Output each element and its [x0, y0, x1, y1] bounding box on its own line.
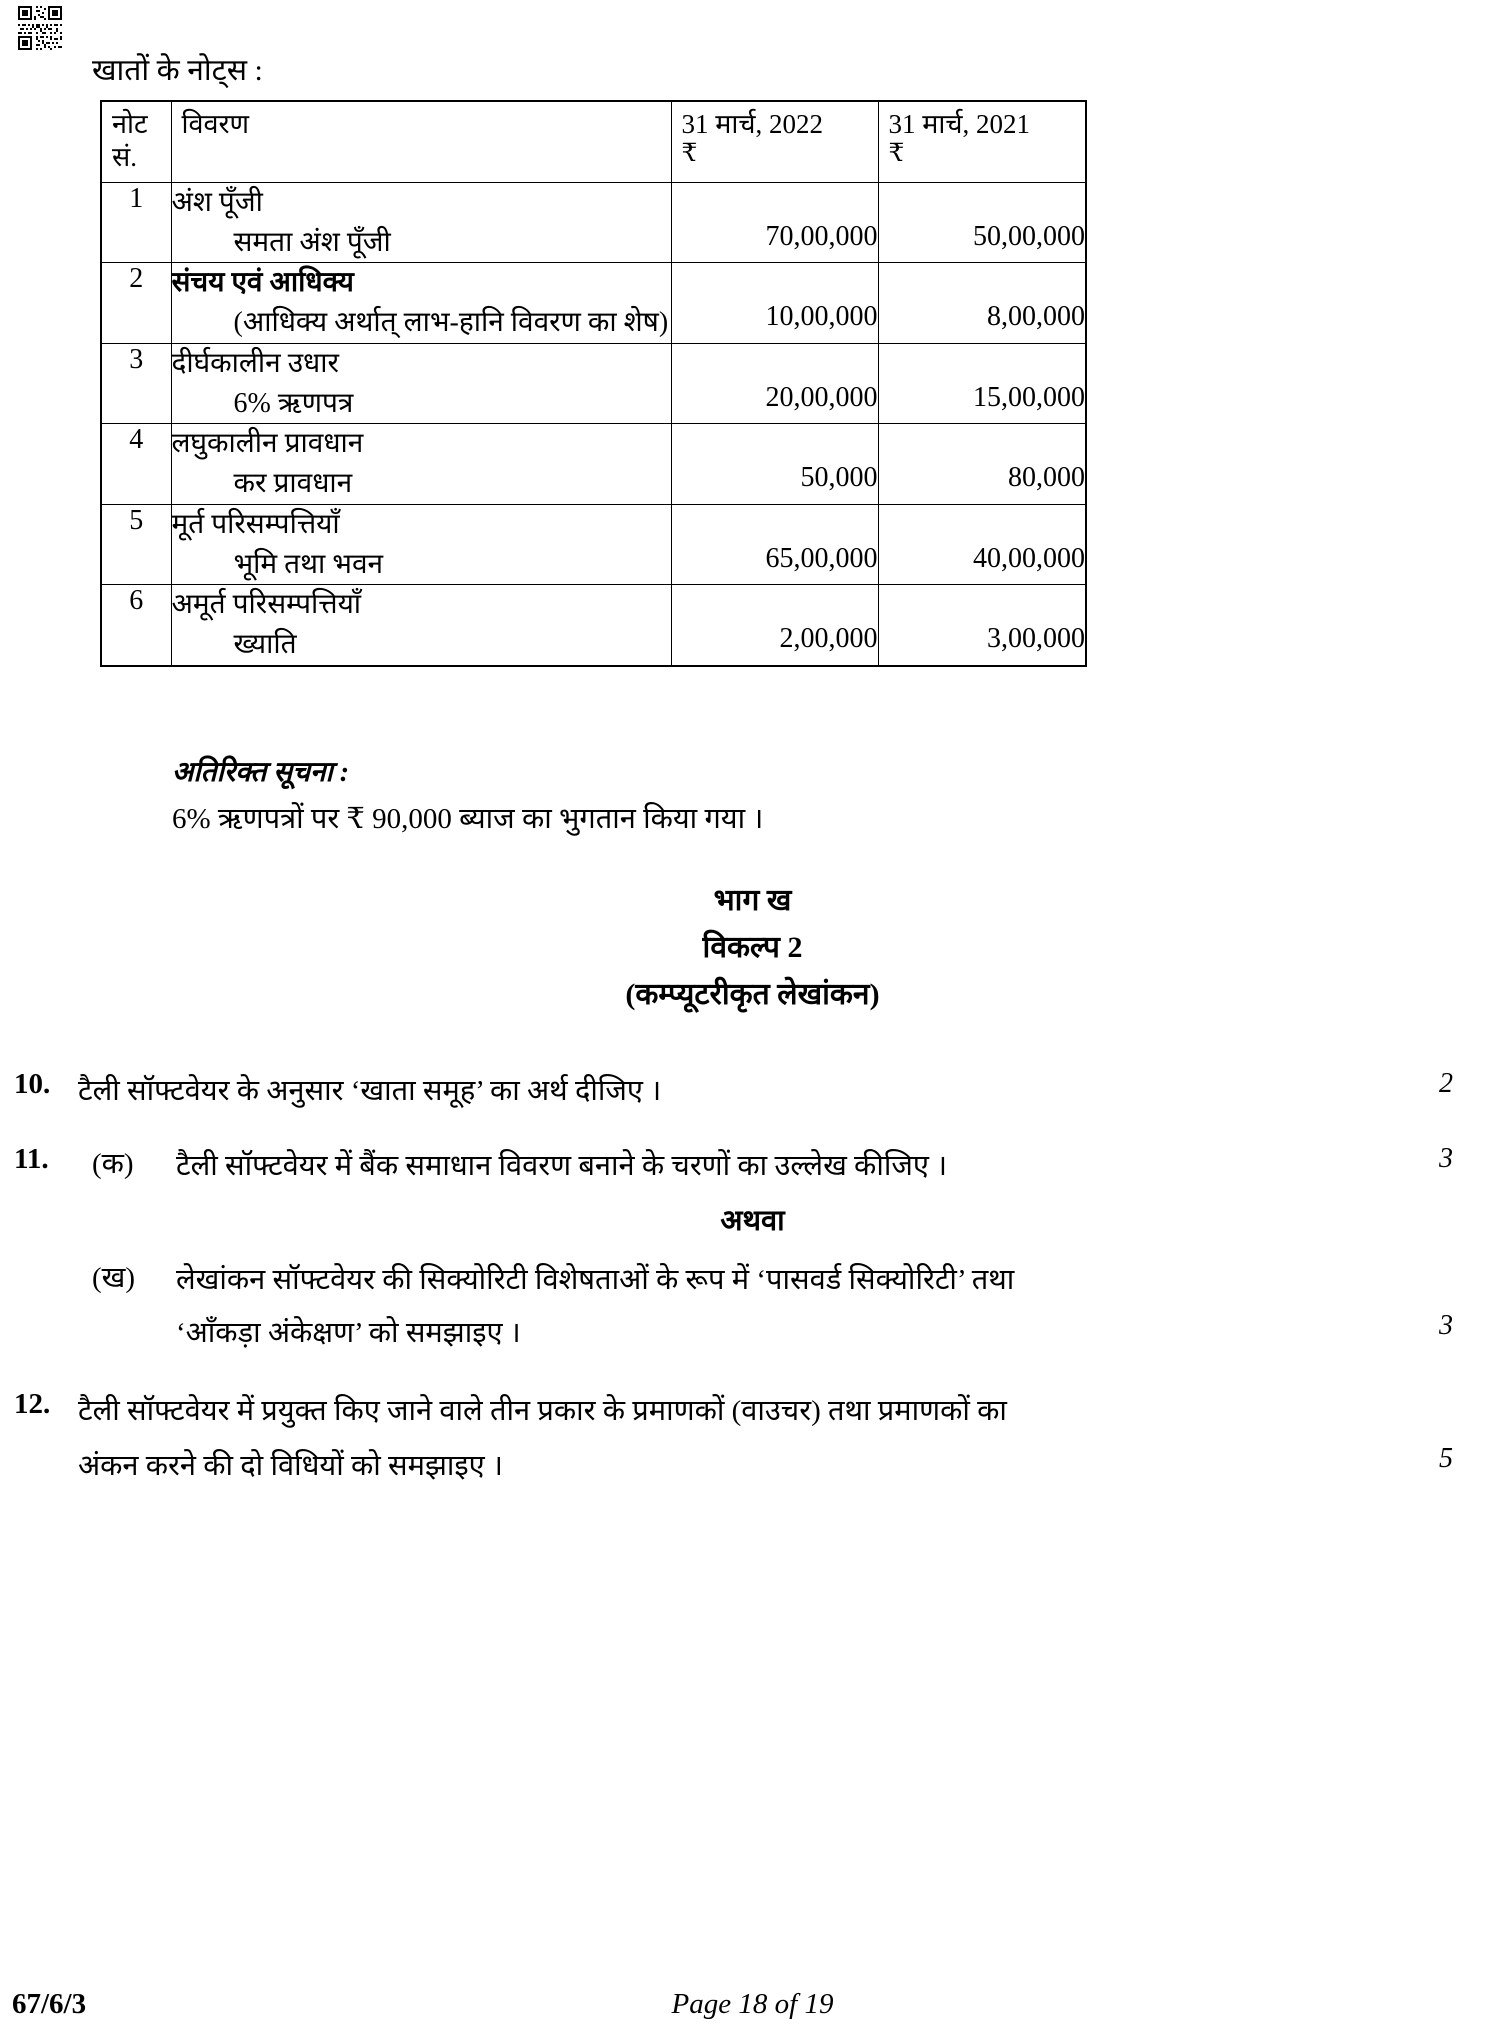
row-amount-spacer [672, 505, 878, 543]
question-11b-text-line2: ‘आँकड़ा अंकेक्षण’ को समझाइए । [176, 1317, 521, 1349]
row-note-no: 4 [101, 424, 171, 505]
header-particulars: विवरण [171, 101, 671, 182]
row-amount-2021 [878, 182, 1086, 263]
header-year-2022 [671, 101, 878, 182]
footer-page-number: Page 18 of 19 [671, 1988, 834, 2020]
header-year-2021 [878, 101, 1086, 182]
row-particulars [171, 343, 671, 424]
row-particulars [171, 263, 671, 344]
question-10-number: 10. [14, 1068, 51, 1100]
table-header-row [101, 101, 1086, 182]
additional-info-text: 6% ऋणपत्रों पर ₹ 90,000 ब्याज का भुगतान किया गया । [172, 803, 764, 835]
row-amount-2021 [878, 424, 1086, 505]
row-amount-2022 [671, 585, 878, 666]
part-b-heading: भाग ख [713, 884, 792, 917]
row-note-no: 3 [101, 343, 171, 424]
question-11-number: 11. [14, 1143, 49, 1175]
question-12-text-line1: टैली सॉफ्टवेयर में प्रयुक्त किए जाने वाले तीन प्रकार के प्रमाणकों (वाउचर) तथा प्रमाणकों का [78, 1395, 1007, 1427]
footer-paper-code: 67/6/3 [12, 1988, 87, 2020]
row-amount-spacer [672, 585, 878, 623]
question-12-text-line2: अंकन करने की दो विधियों को समझाइए । [78, 1450, 503, 1482]
row-subtitle: 6% ऋणपत्र [233, 387, 354, 419]
row-amount-2021 [878, 585, 1086, 666]
part-b-subject-heading: (कम्प्यूटरीकृत लेखांकन) [625, 978, 880, 1011]
row-amount-2022-value: 70,00,000 [765, 220, 878, 252]
row-amount-spacer [879, 505, 1086, 543]
row-amount-spacer [879, 183, 1086, 221]
question-11-or-label: अथवा [720, 1205, 785, 1237]
question-11a-text: टैली सॉफ्टवेयर में बैंक समाधान विवरण बनाने के चरणों का उल्लेख कीजिए । [176, 1150, 948, 1182]
row-amount-2021-value: 8,00,000 [987, 301, 1085, 333]
row-subtitle: भूमि तथा भवन [233, 548, 384, 580]
row-amount-2022-value: 10,00,000 [765, 301, 878, 333]
question-12-number: 12. [14, 1388, 51, 1420]
header-year-2021-currency: ₹ [888, 139, 905, 167]
row-subtitle: समता अंश पूँजी [233, 226, 391, 258]
row-note-no: 2 [101, 263, 171, 344]
table-row [101, 504, 1086, 585]
question-10-marks: 2 [1439, 1068, 1453, 1099]
row-amount-2021-value: 3,00,000 [987, 623, 1085, 655]
row-amount-2022 [671, 343, 878, 424]
notes-to-accounts-heading: खातों के नोट्स : [92, 54, 263, 87]
row-title: संचय एवं आधिक्य [171, 267, 354, 299]
row-amount-2022 [671, 424, 878, 505]
question-12-marks: 5 [1439, 1443, 1453, 1474]
header-year-2021-label: 31 मार्च, 2021 [888, 109, 1031, 139]
table-row [101, 182, 1086, 263]
row-title: अंश पूँजी [171, 186, 263, 218]
row-amount-2021-value: 50,00,000 [973, 220, 1085, 252]
question-11b-marks: 3 [1439, 1310, 1453, 1341]
row-subtitle: कर प्रावधान [233, 468, 353, 500]
question-11a-label: (क) [92, 1148, 134, 1180]
header-year-2022-currency: ₹ [681, 139, 698, 167]
row-amount-spacer [879, 424, 1086, 462]
row-amount-spacer [879, 585, 1086, 623]
row-amount-spacer [672, 424, 878, 462]
table-row [101, 343, 1086, 424]
row-amount-2021 [878, 504, 1086, 585]
question-11b-text-line1: लेखांकन सॉफ्टवेयर की सिक्योरिटी विशेषताओं के रूप में ‘पासवर्ड सिक्योरिटी’ तथा [176, 1264, 1015, 1296]
row-amount-2022 [671, 504, 878, 585]
row-amount-2022-value: 50,000 [800, 462, 878, 494]
table-row [101, 263, 1086, 344]
row-amount-2022 [671, 263, 878, 344]
table-row [101, 585, 1086, 666]
row-particulars [171, 182, 671, 263]
notes-to-accounts-table [100, 100, 1085, 667]
row-amount-spacer [672, 183, 878, 221]
row-particulars [171, 504, 671, 585]
row-amount-2021 [878, 343, 1086, 424]
row-amount-2021 [878, 263, 1086, 344]
row-amount-spacer [879, 344, 1086, 382]
row-amount-2022 [671, 182, 878, 263]
question-11b-label: (ख) [92, 1262, 136, 1294]
row-amount-2022-value: 65,00,000 [765, 542, 878, 574]
row-title: लघुकालीन प्रावधान [171, 428, 364, 460]
qr-code-icon [18, 6, 62, 50]
row-particulars [171, 424, 671, 505]
row-subtitle: (आधिक्य अर्थात् लाभ-हानि विवरण का शेष) [233, 307, 669, 339]
row-amount-2021-value: 80,000 [1008, 462, 1085, 494]
row-title: दीर्घकालीन उधार [171, 347, 339, 379]
row-amount-2021-value: 15,00,000 [973, 381, 1085, 413]
row-amount-2021-value: 40,00,000 [973, 542, 1085, 574]
question-10-text: टैली सॉफ्टवेयर के अनुसार ‘खाता समूह’ का अर्थ दीजिए । [78, 1075, 662, 1107]
question-11a-marks: 3 [1439, 1143, 1453, 1174]
header-note-no: नोट सं. [101, 101, 171, 182]
table-row [101, 424, 1086, 505]
row-amount-spacer [672, 344, 878, 382]
row-note-no: 6 [101, 585, 171, 666]
header-year-2022-label: 31 मार्च, 2022 [681, 109, 824, 139]
row-note-no: 1 [101, 182, 171, 263]
row-title: मूर्त परिसम्पत्तियाँ [171, 508, 340, 540]
row-subtitle: ख्याति [233, 629, 297, 661]
part-b-option-heading: विकल्प 2 [702, 931, 803, 964]
row-amount-2022-value: 20,00,000 [765, 381, 878, 413]
additional-info-title: अतिरिक्त सूचना : [172, 757, 350, 788]
row-amount-2022-value: 2,00,000 [779, 623, 878, 655]
row-title: अमूर्त परिसम्पत्तियाँ [171, 589, 362, 621]
row-note-no: 5 [101, 504, 171, 585]
row-amount-spacer [879, 263, 1086, 301]
row-amount-spacer [672, 263, 878, 301]
row-particulars [171, 585, 671, 666]
